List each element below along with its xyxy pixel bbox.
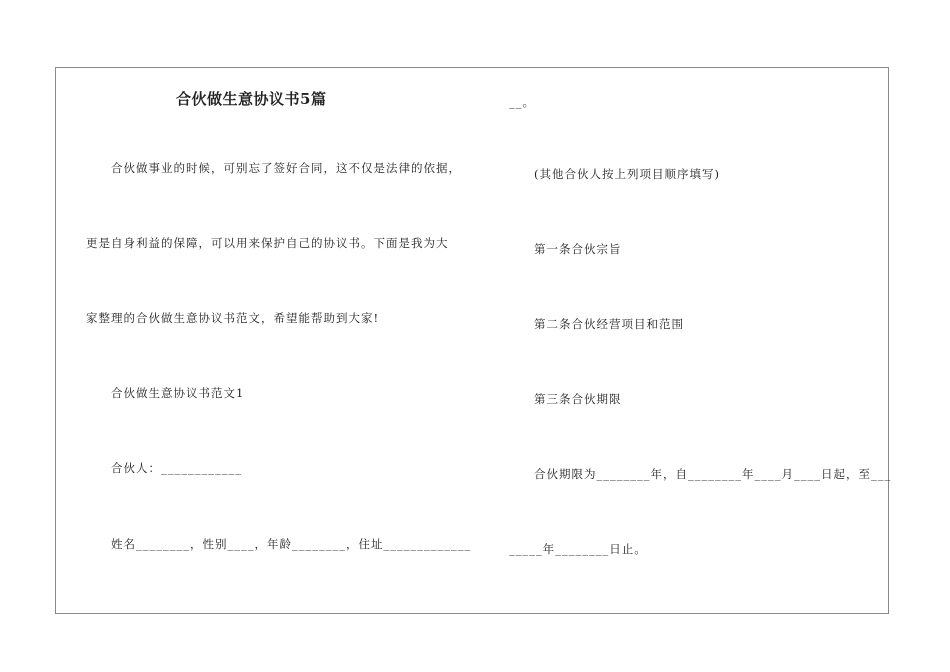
- article-2-heading: 第二条合伙经营项目和范围: [534, 317, 684, 331]
- article-1-heading: 第一条合伙宗旨: [534, 242, 622, 256]
- intro-paragraph-line-1: 合伙做事业的时候，可别忘了签好合同，这不仅是法律的依据，: [111, 161, 461, 175]
- partner-info-line: 姓名________，性别____，年龄________，住址_____________: [111, 537, 472, 551]
- document-page-border: [55, 67, 892, 614]
- continued-line: __。: [509, 95, 535, 109]
- sample-subtitle: 合伙做生意协议书范文1: [111, 386, 245, 400]
- article-3-heading: 第三条合伙期限: [534, 392, 622, 406]
- intro-paragraph-line-3: 家整理的合伙做生意协议书范文，希望能帮助到大家!: [86, 311, 380, 325]
- term-line-2: _____年________日止。: [509, 542, 647, 556]
- other-partners-note: (其他合伙人按上列项目顺序填写): [534, 167, 720, 181]
- partner-line: 合伙人：____________: [111, 461, 242, 475]
- term-line-1: 合伙期限为________年，自________年____月____日起，至___: [534, 467, 892, 481]
- document-title: 合伙做生意协议书5篇: [176, 90, 327, 108]
- intro-paragraph-line-2: 更是自身利益的保障，可以用来保护自己的协议书。下面是我为大: [86, 236, 449, 250]
